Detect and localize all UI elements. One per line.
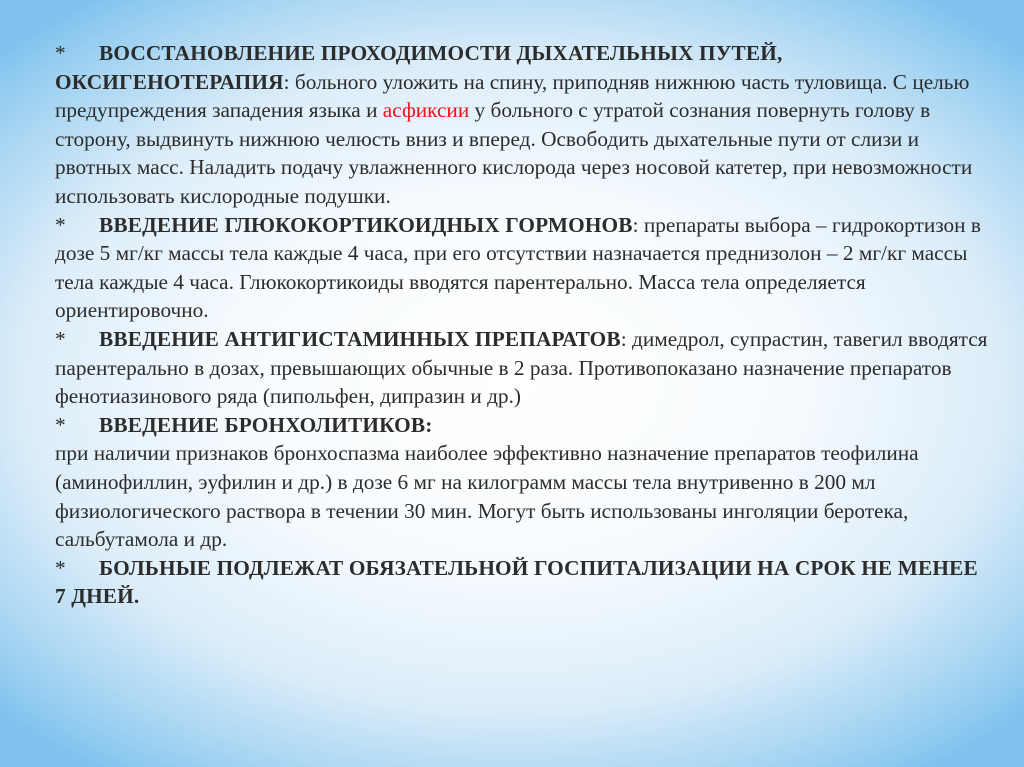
section-text: : препараты выбора – гидрокортизон в дозе 5 мг/кг массы тела каждые 4 часа, при его отсутствии назначается преднизолон – 2 мг/кг массы тела каждые 4 часа. Глюкокортикоиды вводятся парентерально. Масса тела определяется ориентировочно. [55,212,981,323]
section-heading: БОЛЬНЫЕ ПОДЛЕЖАТ ОБЯЗАТЕЛЬНОЙ ГОСПИТАЛИЗАЦИИ НА СРОК НЕ МЕНЕЕ 7 ДНЕЙ. [55,555,978,609]
section-text: : больного уложить на спину, приподняв нижнюю часть туловища. С целью предупреждения западения языка и [55,69,970,123]
section-text: : димедрол, супрастин, тавегил вводятся парентерально в дозах, превышающих обычные в 2 раза. Противопоказано назначение препаратов фенотиазинового ряда (пипольфен, дипразин и др.) [55,326,988,409]
slide-body [55,39,990,611]
highlighted-term: асфиксии [382,98,470,123]
bullet-marker: * [55,41,66,65]
section-glucocorticoids [55,211,990,325]
bullet-marker: * [55,555,66,580]
bullet-marker: * [55,326,66,351]
section-text: при наличии признаков бронхоспазма наиболее эффективно назначение препаратов теофилина (аминофиллин, эуфилин и др.) в дозе 6 мг на килограмм массы тела внутривенно в 200 мл физиологического раствора в течении 30 мин. Могут быть использованы инголяции беротека, сальбутамола и др. [55,441,919,552]
bullet-marker: * [55,412,66,437]
section-hospitalization [55,554,990,611]
section-heading: ВОССТАНОВЛЕНИЕ ПРОХОДИМОСТИ ДЫХАТЕЛЬНЫХ ПУТЕЙ, ОКСИГЕНОТЕРАПИЯ [55,41,783,94]
section-heading: ВВЕДЕНИЕ АНТИГИСТАМИННЫХ ПРЕПАРАТОВ [99,326,621,351]
section-airway [55,39,990,211]
section-text-continued: у больного с утратой сознания повернуть голову в сторону, выдвинуть нижнюю челюсть вниз и вперед. Освободить дыхательные пути от слизи и рвотных масс. Наладить подачу увлажненного кислорода через носовой катетер, при невозможности использовать кислородные подушки. [55,98,973,208]
section-antihistamines [55,325,990,411]
section-bronchodilators [55,411,990,554]
bullet-marker: * [55,212,66,237]
section-heading: ВВЕДЕНИЕ ГЛЮКОКОРТИКОИДНЫХ ГОРМОНОВ [99,212,633,237]
section-heading: ВВЕДЕНИЕ БРОНХОЛИТИКОВ: [99,412,433,437]
